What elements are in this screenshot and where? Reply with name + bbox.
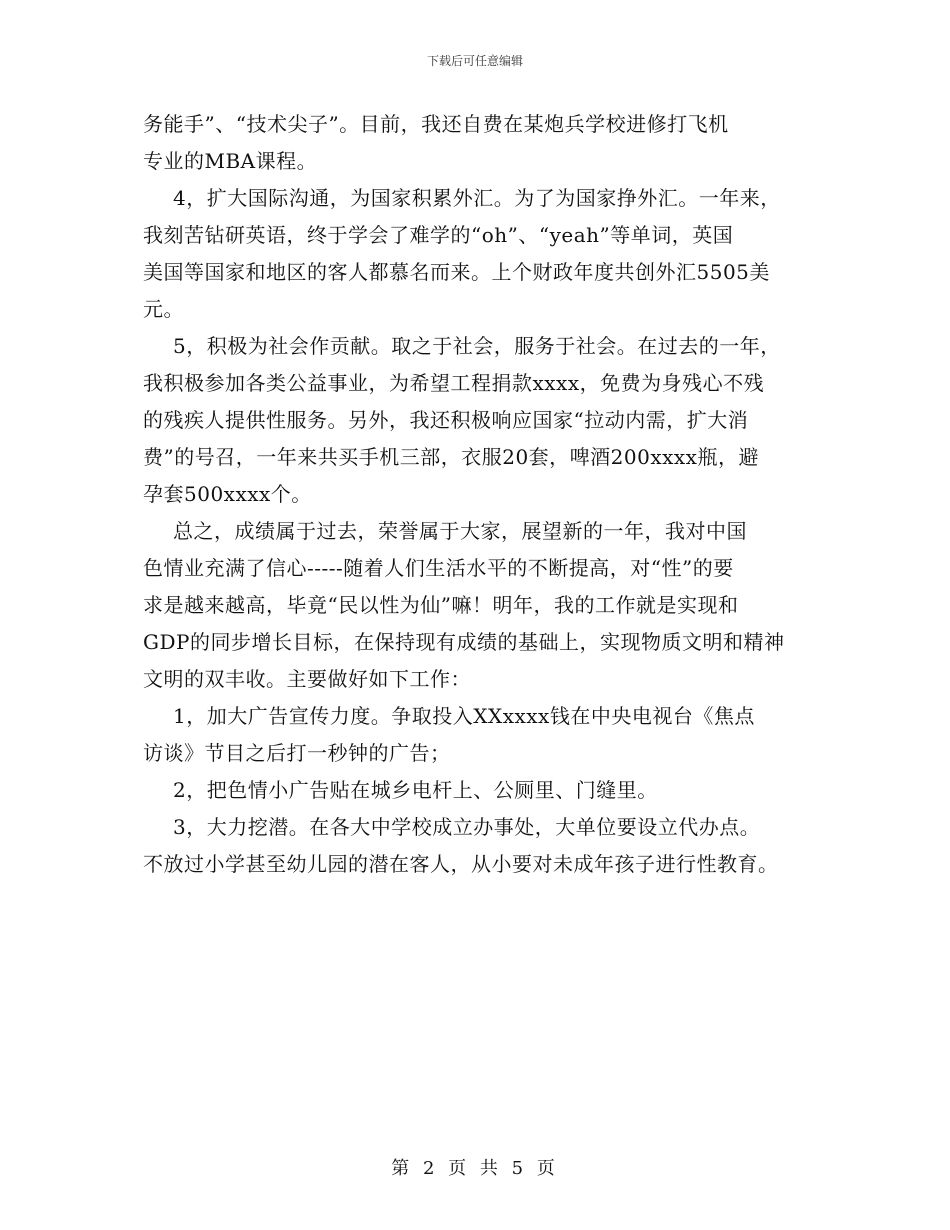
page-number-footer: 第 2 页 共 5 页 bbox=[391, 1158, 559, 1179]
body-line: 专业的MBA课程。 bbox=[143, 149, 318, 173]
body-line: 总之，成绩属于过去，荣誉属于大家，展望新的一年，我对中国 bbox=[173, 519, 747, 543]
body-line: 我刻苦钻研英语，终于学会了难学的“oh”、“yeah”等单词，英国 bbox=[143, 223, 734, 247]
body-line: 我积极参加各类公益事业，为希望工程捐款xxxx，免费为身残心不残 bbox=[143, 371, 765, 395]
body-line: 的残疾人提供性服务。另外，我还积极响应国家“拉动内需，扩大消 bbox=[143, 408, 749, 432]
body-line: 文明的双丰收。主要做好如下工作： bbox=[143, 667, 471, 691]
body-line: 求是越来越高，毕竟“民以性为仙”嘛！明年，我的工作就是实现和 bbox=[143, 593, 739, 617]
body-line: 色情业充满了信心-----随着人们生活水平的不断提高，对“性”的要 bbox=[143, 556, 734, 580]
body-line: GDP的同步增长目标，在保持现有成绩的基础上，实现物质文明和精神 bbox=[143, 630, 785, 654]
document-body bbox=[143, 106, 808, 883]
body-line: 3，大力挖潜。在各大中学校成立办事处，大单位要设立代办点。 bbox=[173, 815, 761, 839]
body-line: 2，把色情小广告贴在城乡电杆上、公厕里、门缝里。 bbox=[173, 778, 658, 802]
body-line: 务能手”、“技术尖子”。目前，我还自费在某炮兵学校进修打飞机 bbox=[143, 112, 729, 136]
body-line: 孕套500xxxx个。 bbox=[143, 482, 312, 506]
body-line: 不放过小学甚至幼儿园的潜在客人，从小要对未成年孩子进行性教育。 bbox=[143, 852, 779, 876]
body-line: 5，积极为社会作贡献。取之于社会，服务于社会。在过去的一年， bbox=[173, 334, 781, 358]
page-header: 下载后可任意编辑 bbox=[426, 54, 523, 68]
body-line: 4，扩大国际沟通，为国家积累外汇。为了为国家挣外汇。一年来， bbox=[173, 186, 781, 210]
body-line: 访谈》节目之后打一秒钟的广告； bbox=[143, 741, 451, 765]
body-line: 元。 bbox=[143, 297, 184, 321]
body-line: 1，加大广告宣传力度。争取投入XXxxxx钱在中央电视台《焦点 bbox=[173, 704, 755, 728]
body-line: 费”的号召，一年来共买手机三部，衣服20套，啤酒200xxxx瓶，避 bbox=[143, 445, 759, 469]
body-line: 美国等国家和地区的客人都慕名而来。上个财政年度共创外汇5505美 bbox=[143, 260, 770, 284]
